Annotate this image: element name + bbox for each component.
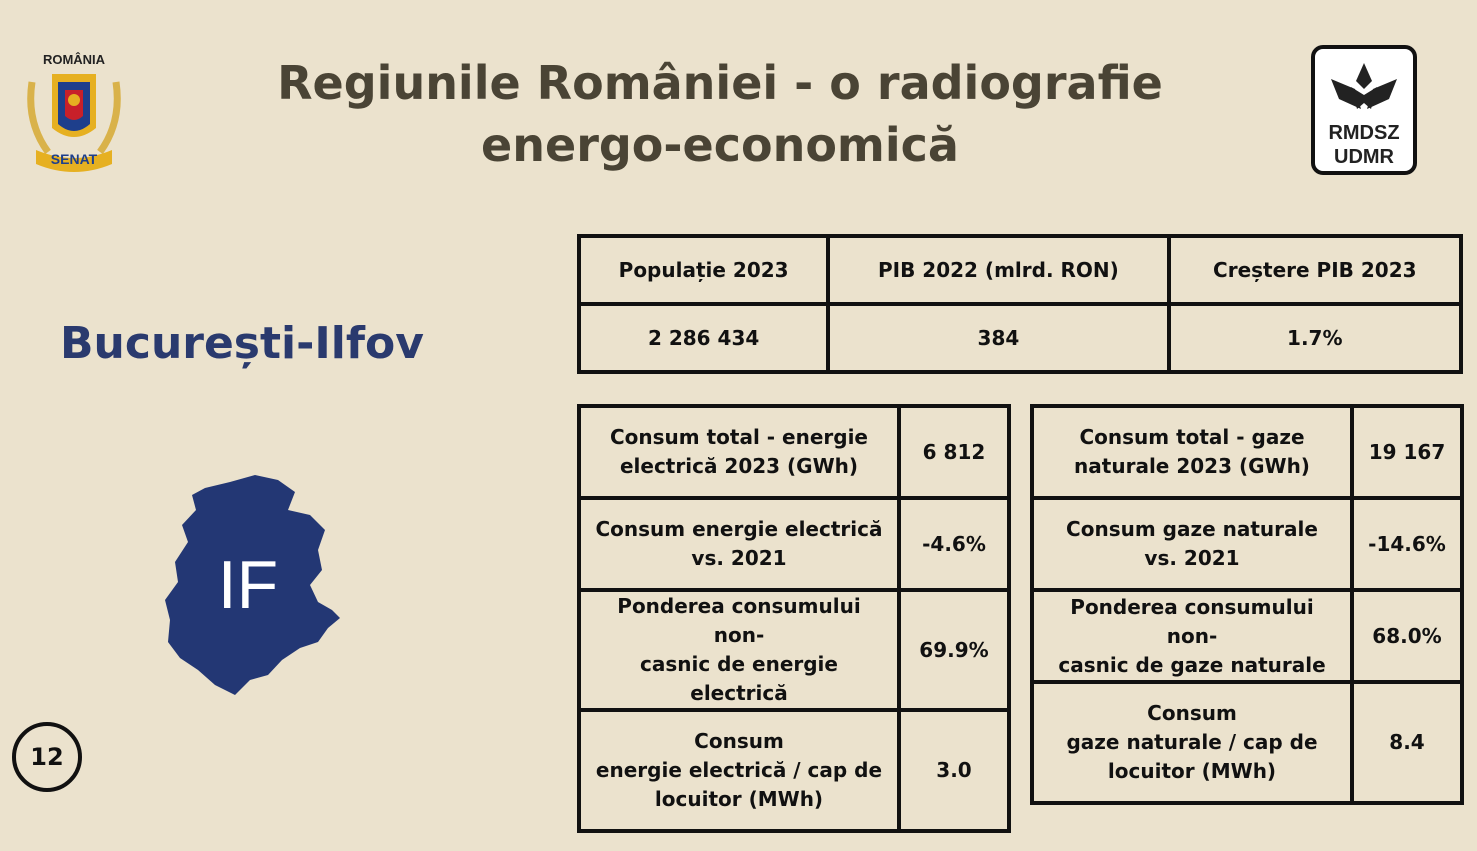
label-line: vs. 2021	[691, 546, 787, 570]
row-value: -4.6%	[899, 498, 1009, 590]
region-map	[160, 470, 345, 700]
row-value: 8.4	[1352, 682, 1462, 803]
row-label	[1032, 498, 1352, 590]
table-row	[579, 498, 1009, 590]
value-gdp-growth: 1.7%	[1169, 304, 1461, 372]
label-line: locuitor (MWh)	[654, 787, 824, 811]
header-gdp-growth: Creștere PIB 2023	[1169, 236, 1461, 304]
label-line: electrică 2023 (GWh)	[619, 454, 859, 478]
page-title-line-1: Regiunile României - o radiografie	[277, 56, 1163, 110]
label-line: casnic de energie electrică	[640, 652, 838, 705]
table-row	[1032, 590, 1462, 682]
row-value: 69.9%	[899, 590, 1009, 710]
summary-table	[577, 234, 1463, 374]
label-line: Ponderea consumului non-	[617, 594, 861, 647]
table-row	[1032, 682, 1462, 803]
label-line: Ponderea consumului non-	[1070, 594, 1314, 648]
header-population: Populație 2023	[579, 236, 828, 304]
row-value: 19 167	[1352, 406, 1462, 498]
label-line: vs. 2021	[1144, 546, 1240, 570]
row-label	[579, 406, 899, 498]
row-label	[1032, 590, 1352, 682]
label-line: Consum total - energie	[609, 425, 868, 449]
table-row	[579, 590, 1009, 710]
summary-header-row	[579, 236, 1461, 304]
rmdsz-logo	[1311, 45, 1417, 175]
row-value: 6 812	[899, 406, 1009, 498]
tulip-icon	[1327, 59, 1401, 115]
label-line: Consum gaze naturale	[1066, 517, 1318, 541]
senat-logo-top-text: ROMÂNIA	[42, 52, 106, 67]
label-line: Consum energie electrică	[595, 517, 883, 541]
table-row	[579, 406, 1009, 498]
label-line: Consum	[1147, 701, 1237, 725]
label-line: energie electrică / cap de	[595, 758, 883, 782]
label-line: Consum	[694, 729, 784, 753]
value-gdp: 384	[828, 304, 1168, 372]
row-label	[1032, 682, 1352, 803]
row-label	[579, 710, 899, 831]
row-value: -14.6%	[1352, 498, 1462, 590]
electricity-table	[577, 404, 1011, 833]
label-line: casnic de gaze naturale	[1058, 652, 1326, 677]
label-line: locuitor (MWh)	[1107, 759, 1277, 783]
page-title	[200, 52, 1240, 176]
label-line: naturale 2023 (GWh)	[1074, 454, 1310, 478]
label-line: Consum total - gaze	[1079, 425, 1305, 449]
region-map-label: IF	[217, 547, 279, 623]
row-label	[1032, 406, 1352, 498]
table-row	[579, 710, 1009, 831]
value-population: 2 286 434	[579, 304, 828, 372]
row-label	[579, 590, 899, 710]
page-number: 12	[12, 722, 82, 792]
senat-logo-bottom-text: SENAT	[50, 151, 98, 167]
header-gdp: PIB 2022 (mlrd. RON)	[828, 236, 1168, 304]
table-row	[1032, 498, 1462, 590]
table-row	[1032, 406, 1462, 498]
summary-value-row	[579, 304, 1461, 372]
row-label	[579, 498, 899, 590]
page-title-line-2: energo-economică	[481, 118, 959, 172]
row-value: 68.0%	[1352, 590, 1462, 682]
senat-logo	[18, 42, 130, 178]
row-value: 3.0	[899, 710, 1009, 831]
gas-table	[1030, 404, 1464, 805]
rmdsz-logo-text-2: UDMR	[1334, 146, 1394, 168]
region-name: București-Ilfov	[60, 318, 424, 369]
rmdsz-logo-text-1: RMDSZ	[1328, 122, 1400, 144]
label-line: gaze naturale / cap de	[1066, 730, 1318, 754]
